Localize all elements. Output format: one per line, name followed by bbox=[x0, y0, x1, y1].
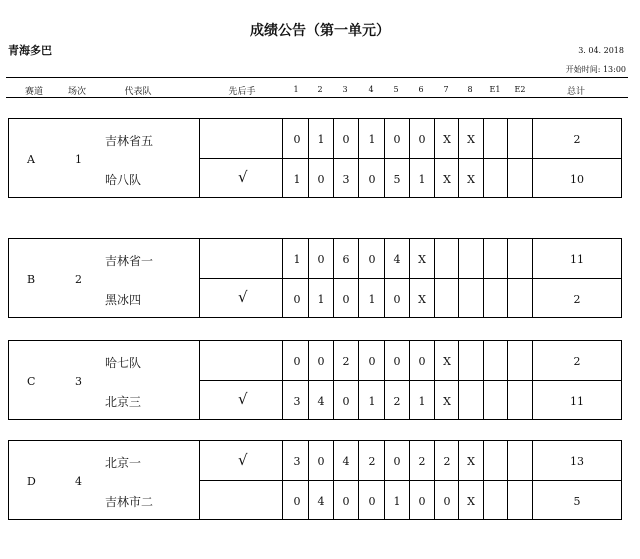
end-score-5: 0 bbox=[393, 133, 401, 146]
column-divider bbox=[507, 119, 508, 197]
first-hammer-check: √ bbox=[238, 168, 248, 186]
end-score-8: X bbox=[467, 455, 475, 468]
team-name: 哈八队 bbox=[105, 173, 142, 187]
column-divider bbox=[532, 441, 533, 519]
header-end-6: 6 bbox=[418, 85, 424, 94]
end-score-6: 0 bbox=[418, 355, 426, 368]
team-total: 11 bbox=[570, 253, 584, 266]
lane-label: B bbox=[27, 273, 36, 286]
header-end-3: 3 bbox=[342, 85, 348, 94]
end-score-7: X bbox=[443, 395, 451, 408]
lane-label: D bbox=[27, 475, 36, 488]
game-block-b bbox=[8, 238, 622, 318]
team-total: 2 bbox=[573, 293, 581, 306]
end-score-2: 1 bbox=[317, 293, 325, 306]
column-divider bbox=[458, 239, 459, 317]
end-score-2: 0 bbox=[317, 173, 325, 186]
column-divider bbox=[507, 239, 508, 317]
end-score-4: 1 bbox=[368, 395, 376, 408]
column-divider bbox=[532, 239, 533, 317]
lane-label: C bbox=[27, 375, 36, 388]
column-divider bbox=[199, 239, 200, 317]
column-divider bbox=[434, 239, 435, 317]
end-score-2: 0 bbox=[317, 455, 325, 468]
column-divider bbox=[199, 441, 200, 519]
column-divider bbox=[409, 239, 410, 317]
header-total: 总计 bbox=[566, 87, 586, 97]
end-score-4: 1 bbox=[368, 133, 376, 146]
team-name: 吉林省五 bbox=[105, 134, 154, 148]
column-divider bbox=[199, 119, 200, 197]
round-number: 3 bbox=[75, 375, 82, 388]
end-score-1: 3 bbox=[293, 455, 301, 468]
end-score-7: 2 bbox=[443, 455, 451, 468]
column-divider bbox=[434, 441, 435, 519]
end-score-5: 1 bbox=[393, 495, 401, 508]
lane-label: A bbox=[27, 153, 35, 166]
column-divider bbox=[333, 341, 334, 419]
row-divider bbox=[199, 480, 621, 481]
end-score-6: X bbox=[418, 253, 426, 266]
end-score-1: 0 bbox=[293, 495, 301, 508]
start-time-value: : 13:00 bbox=[597, 65, 626, 74]
header-end-10: E2 bbox=[514, 85, 526, 94]
end-score-1: 0 bbox=[293, 133, 301, 146]
end-score-4: 1 bbox=[368, 293, 376, 306]
end-score-2: 1 bbox=[317, 133, 325, 146]
end-score-5: 5 bbox=[393, 173, 401, 186]
end-score-5: 0 bbox=[393, 355, 401, 368]
page-title: 成绩公告（第一单元） bbox=[250, 23, 390, 39]
first-hammer-check: √ bbox=[238, 390, 248, 408]
team-name: 北京一 bbox=[105, 456, 142, 470]
end-score-1: 0 bbox=[293, 293, 301, 306]
column-divider bbox=[358, 341, 359, 419]
round-number: 2 bbox=[75, 273, 82, 286]
header-round: 场次 bbox=[67, 87, 87, 97]
column-divider bbox=[507, 441, 508, 519]
end-score-8: X bbox=[467, 173, 475, 186]
end-score-1: 3 bbox=[293, 395, 301, 408]
team-total: 2 bbox=[573, 355, 581, 368]
end-score-6: X bbox=[418, 293, 426, 306]
end-score-3: 4 bbox=[342, 455, 350, 468]
column-divider bbox=[308, 341, 309, 419]
column-divider bbox=[358, 239, 359, 317]
game-block-c bbox=[8, 340, 622, 420]
row-divider bbox=[199, 380, 621, 381]
column-divider bbox=[409, 341, 410, 419]
end-score-3: 0 bbox=[342, 133, 350, 146]
team-total: 13 bbox=[570, 455, 584, 468]
team-total: 11 bbox=[570, 395, 584, 408]
game-block-d bbox=[8, 440, 622, 520]
column-divider bbox=[483, 239, 484, 317]
team-name: 黑冰四 bbox=[105, 293, 142, 307]
column-divider bbox=[358, 119, 359, 197]
end-score-5: 0 bbox=[393, 293, 401, 306]
end-score-7: X bbox=[443, 355, 451, 368]
end-score-2: 4 bbox=[317, 395, 325, 408]
end-score-3: 0 bbox=[342, 293, 350, 306]
header-end-9: E1 bbox=[489, 85, 501, 94]
round-number: 1 bbox=[75, 153, 82, 166]
column-divider bbox=[409, 441, 410, 519]
column-divider bbox=[458, 119, 459, 197]
column-divider bbox=[308, 119, 309, 197]
end-score-6: 1 bbox=[418, 173, 426, 186]
team-name: 哈七队 bbox=[105, 356, 142, 370]
column-divider bbox=[532, 341, 533, 419]
end-score-8: X bbox=[467, 495, 475, 508]
column-divider bbox=[282, 119, 283, 197]
end-score-1: 1 bbox=[293, 253, 301, 266]
column-divider bbox=[384, 341, 385, 419]
column-divider bbox=[282, 441, 283, 519]
round-number: 4 bbox=[75, 475, 82, 488]
end-score-4: 0 bbox=[368, 253, 376, 266]
header-end-5: 5 bbox=[393, 85, 399, 94]
start-time-label: 开始时间 bbox=[565, 65, 598, 74]
header-end-8: 8 bbox=[467, 85, 473, 94]
end-score-4: 0 bbox=[368, 495, 376, 508]
end-score-6: 0 bbox=[418, 133, 426, 146]
column-divider bbox=[282, 239, 283, 317]
first-hammer-check: √ bbox=[238, 288, 248, 306]
team-name: 吉林市二 bbox=[105, 495, 154, 509]
column-divider bbox=[434, 341, 435, 419]
end-score-4: 0 bbox=[368, 355, 376, 368]
column-divider bbox=[358, 441, 359, 519]
end-score-8: X bbox=[467, 133, 475, 146]
end-score-3: 6 bbox=[342, 253, 350, 266]
column-divider bbox=[199, 341, 200, 419]
column-divider bbox=[384, 119, 385, 197]
header-lane: 赛道 bbox=[24, 87, 44, 97]
column-divider bbox=[434, 119, 435, 197]
end-score-1: 1 bbox=[293, 173, 301, 186]
team-name: 吉林省一 bbox=[105, 254, 154, 268]
column-divider bbox=[483, 119, 484, 197]
end-score-5: 0 bbox=[393, 455, 401, 468]
end-score-2: 0 bbox=[317, 355, 325, 368]
column-divider bbox=[507, 341, 508, 419]
column-divider bbox=[333, 239, 334, 317]
end-score-3: 3 bbox=[342, 173, 350, 186]
end-score-4: 0 bbox=[368, 173, 376, 186]
header-end-7: 7 bbox=[443, 85, 449, 94]
column-divider bbox=[458, 341, 459, 419]
team-total: 2 bbox=[573, 133, 581, 146]
column-divider bbox=[384, 441, 385, 519]
end-score-1: 0 bbox=[293, 355, 301, 368]
column-divider bbox=[333, 441, 334, 519]
team-name: 北京三 bbox=[105, 395, 142, 409]
column-divider bbox=[483, 441, 484, 519]
team-total: 10 bbox=[570, 173, 584, 186]
column-divider bbox=[384, 239, 385, 317]
end-score-3: 0 bbox=[342, 495, 350, 508]
end-score-2: 4 bbox=[317, 495, 325, 508]
end-score-4: 2 bbox=[368, 455, 376, 468]
end-score-6: 1 bbox=[418, 395, 426, 408]
column-divider bbox=[409, 119, 410, 197]
game-block-a bbox=[8, 118, 622, 198]
team-total: 5 bbox=[573, 495, 581, 508]
first-hammer-check: √ bbox=[238, 451, 248, 469]
header-end-1: 1 bbox=[293, 85, 299, 94]
column-divider bbox=[333, 119, 334, 197]
end-score-5: 4 bbox=[393, 253, 401, 266]
end-score-6: 0 bbox=[418, 495, 426, 508]
end-score-7: X bbox=[443, 133, 451, 146]
header-team: 代表队 bbox=[124, 87, 152, 97]
end-score-5: 2 bbox=[393, 395, 401, 408]
column-divider bbox=[458, 441, 459, 519]
column-divider bbox=[308, 441, 309, 519]
column-divider bbox=[308, 239, 309, 317]
end-score-6: 2 bbox=[418, 455, 426, 468]
end-score-7: X bbox=[443, 173, 451, 186]
start-time bbox=[566, 64, 626, 75]
header-end-2: 2 bbox=[317, 85, 323, 94]
header-first: 先后手 bbox=[228, 87, 256, 97]
event-date: 3. 04. 2018 bbox=[578, 46, 624, 55]
end-score-3: 0 bbox=[342, 395, 350, 408]
venue-name: 青海多巴 bbox=[8, 44, 52, 57]
header-top-rule bbox=[6, 77, 628, 78]
row-divider bbox=[199, 158, 621, 159]
column-divider bbox=[532, 119, 533, 197]
end-score-3: 2 bbox=[342, 355, 350, 368]
row-divider bbox=[199, 278, 621, 279]
column-divider bbox=[282, 341, 283, 419]
header-bottom-rule bbox=[6, 97, 628, 98]
end-score-2: 0 bbox=[317, 253, 325, 266]
header-end-4: 4 bbox=[368, 85, 374, 94]
end-score-7: 0 bbox=[443, 495, 451, 508]
column-divider bbox=[483, 341, 484, 419]
